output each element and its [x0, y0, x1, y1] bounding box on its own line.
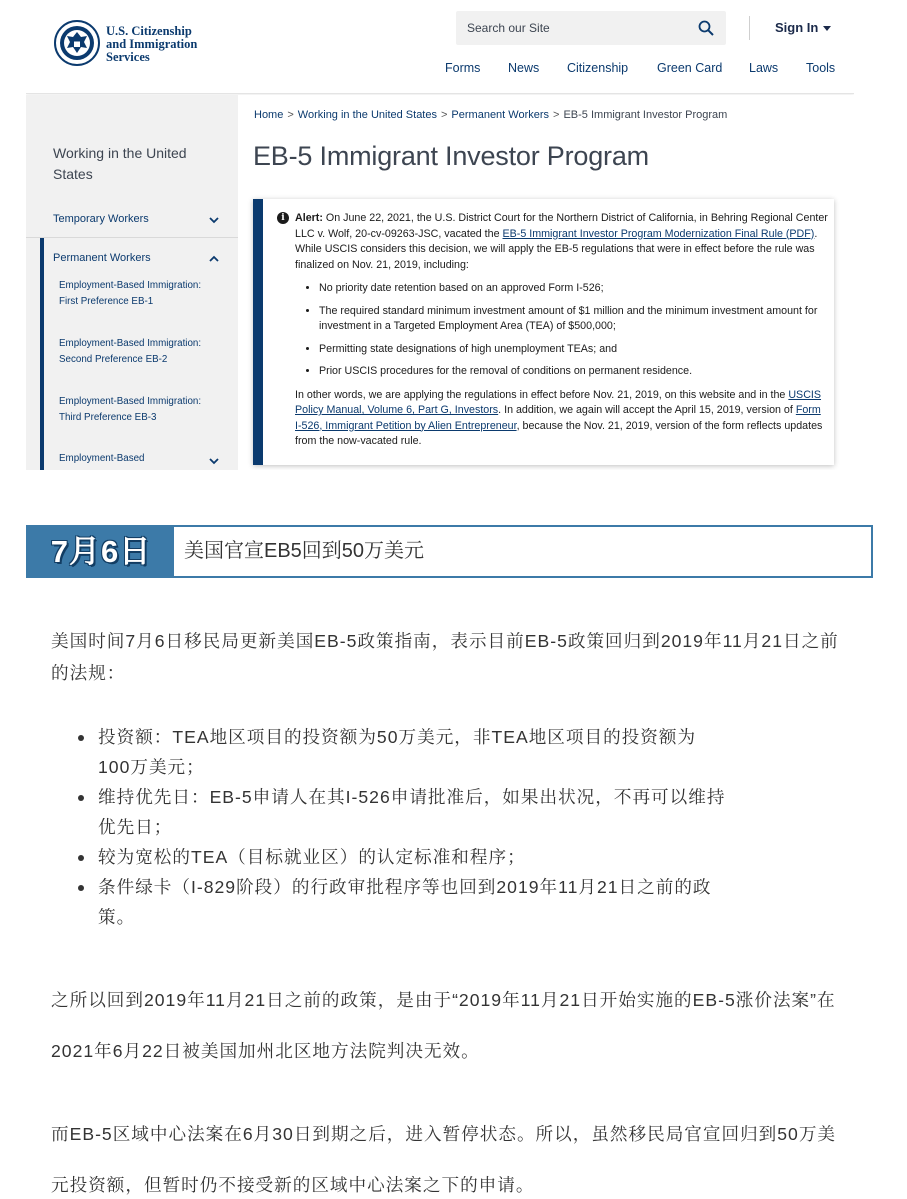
caret-down-icon: [823, 26, 831, 31]
alert-list: [319, 281, 829, 380]
article-paragraph: 而EB-5区域中心法案在6月30日到期之后，进入暂停状态。所以，虽然移民局官宣回归到50万美元投资额，但暂时仍不接受新的区域中心法案之下的申请。: [51, 1124, 837, 1195]
site-search: [456, 11, 726, 45]
sidebar-item-label: Employment-Based: [59, 453, 145, 464]
chevron-up-icon: [209, 254, 219, 264]
breadcrumb-separator: >: [440, 109, 448, 121]
main-content: [238, 95, 854, 470]
alert-list-item: • No priority date retention based on an approved Form I-526;: [319, 281, 829, 297]
nav-forms[interactable]: Forms: [445, 61, 481, 75]
sidebar-subitem-more[interactable]: [26, 447, 224, 470]
chevron-down-icon: [209, 215, 219, 225]
breadcrumb-separator: >: [553, 109, 560, 121]
site-logo-text[interactable]: [106, 25, 197, 64]
list-item: 维持优先日：EB-5申请人在其I-526申请批准后，如果出状况，不再可以维持优先日；: [76, 782, 726, 842]
sign-in-button[interactable]: [775, 20, 831, 35]
sidebar-item-temporary-workers[interactable]: [26, 207, 224, 233]
header-divider: [749, 16, 750, 40]
article-paragraph: 美国时间7月6日移民局更新美国EB-5政策指南，表示目前EB-5政策回归到2019年11月21日之前的法规：: [51, 631, 839, 683]
section-title: 美国官宣EB5回到50万美元: [184, 540, 425, 562]
sidebar: [26, 95, 238, 470]
sidebar-title: Working in the United States: [53, 145, 187, 182]
article-bullet-list: [76, 722, 726, 932]
logo-line: U.S. Citizenship: [106, 24, 192, 38]
logo-line: Services: [106, 50, 150, 64]
uscis-screenshot: [26, 0, 854, 470]
alert-outro-text: , because the Nov. 21, 2019, version of the form reflects updates from the now-vacated rule.: [295, 419, 823, 447]
logo-line: and Immigration: [106, 37, 198, 51]
sidebar-subitem-eb3[interactable]: Employment-Based Immigration: Third Preference EB-3: [59, 396, 202, 423]
sidebar-subitem-eb2[interactable]: Employment-Based Immigration: Second Preference EB-2: [59, 338, 202, 365]
alert-body: [295, 211, 829, 450]
sidebar-item-permanent-workers[interactable]: [26, 246, 224, 272]
sidebar-item-label: Permanent Workers: [53, 252, 151, 264]
nav-citizenship[interactable]: Citizenship: [567, 61, 629, 75]
sidebar-divider: [26, 237, 238, 238]
alert-intro-text: On June 22, 2021, the U.S. District Court for the Northern District of California, in Behring Regional Center LLC v. Wolf, 20-cv-09263-JSC, vacated the: [295, 212, 828, 240]
sidebar-item-label: Temporary Workers: [53, 213, 149, 225]
breadcrumb-current: EB-5 Immigrant Investor Program: [563, 109, 728, 121]
nav-news[interactable]: News: [508, 61, 540, 75]
alert-label: Alert:: [295, 212, 323, 224]
policy-manual-link[interactable]: USCIS Policy Manual, Volume 6, Part G, Investors: [295, 388, 822, 416]
alert-outro-text: . In addition, we again will accept the April 15, 2019, version of: [498, 404, 793, 416]
alert-list-item: • Prior USCIS procedures for the removal of conditions on permanent residence.: [319, 364, 829, 380]
final-rule-pdf-link[interactable]: EB-5 Immigrant Investor Program Modernization Final Rule (PDF): [502, 227, 815, 240]
alert-box: [253, 199, 834, 465]
alert-intro-text: . While USCIS considers this decision, we will apply the EB-5 regulations that were in effect before the rule was finalized on Nov. 21, 2019, including:: [295, 227, 818, 271]
breadcrumb-working[interactable]: Working in the United States: [297, 109, 437, 121]
alert-list-item: • Permitting state designations of high unemployment TEAs; and: [319, 342, 829, 358]
section-heading-bar: [26, 525, 873, 578]
article-paragraph: 之所以回到2019年11月21日之前的政策，是由于“2019年11月21日开始实施的EB-5涨价法案”在2021年6月22日被美国加州北区地方法院判决无效。: [51, 990, 836, 1061]
date-label: 7月6日: [50, 534, 152, 569]
info-icon: i: [277, 212, 289, 224]
date-badge: [28, 527, 174, 576]
form-i526-link[interactable]: Form I-526, Immigrant Petition by Alien Entrepreneur: [295, 404, 821, 432]
breadcrumb: [254, 109, 727, 121]
main-nav: [26, 61, 854, 79]
nav-green-card[interactable]: Green Card: [657, 61, 723, 75]
alert-outro: [295, 388, 829, 450]
alert-outro-text: In other words, we are applying the regulations in effect before Nov. 21, 2019, on this website and in the: [295, 388, 786, 401]
page-title: EB-5 Immigrant Investor Program: [253, 141, 649, 171]
alert-intro: [295, 211, 829, 273]
breadcrumb-permanent[interactable]: Permanent Workers: [451, 109, 550, 121]
chevron-down-icon: [209, 456, 219, 466]
nav-tools[interactable]: Tools: [806, 61, 836, 75]
breadcrumb-separator: >: [287, 109, 294, 121]
list-item: 较为宽松的TEA（目标就业区）的认定标准和程序；: [76, 842, 726, 872]
breadcrumb-home[interactable]: Home: [254, 109, 284, 121]
search-input[interactable]: [456, 11, 686, 45]
sign-in-label: Sign In: [775, 20, 819, 35]
list-item: 条件绿卡（I-829阶段）的行政审批程序等也回到2019年11月21日之前的政策。: [76, 872, 726, 932]
search-icon[interactable]: [698, 20, 714, 36]
nav-laws[interactable]: Laws: [749, 61, 779, 75]
list-item: 投资额：TEA地区项目的投资额为50万美元，非TEA地区项目的投资额为100万美元；: [76, 722, 726, 782]
site-header: [26, 0, 854, 94]
sidebar-subitem-eb1[interactable]: Employment-Based Immigration: First Preference EB-1: [59, 280, 202, 307]
dhs-seal-icon: [54, 20, 100, 66]
alert-list-item: • The required standard minimum investment amount of $1 million and the minimum investment amount for investment in a Targeted Employment Area (TEA) of $500,000;: [319, 304, 829, 335]
active-section-indicator: [40, 238, 44, 470]
